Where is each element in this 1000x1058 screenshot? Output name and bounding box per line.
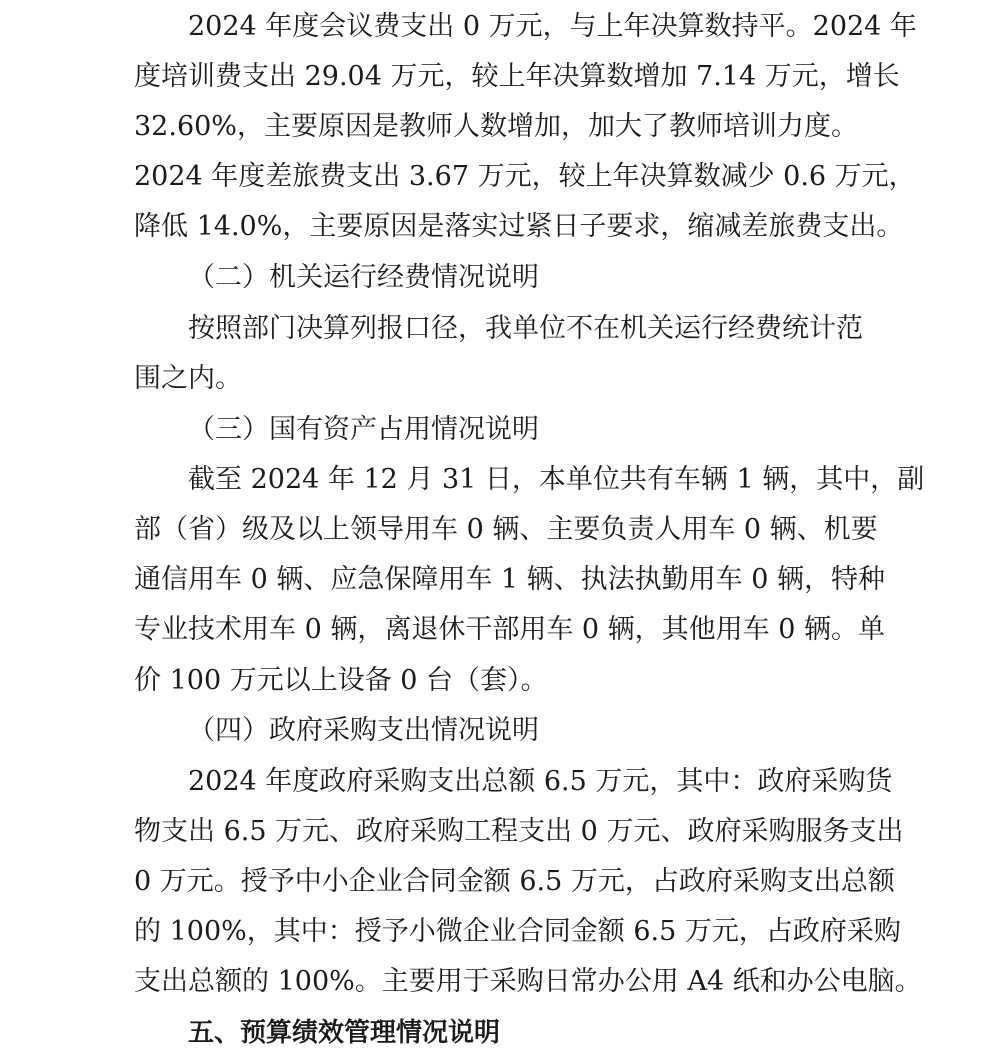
- paragraph-line: 价 100 万元以上设备 0 台（套）。: [134, 665, 548, 696]
- paragraph-line: 截至 2024 年 12 月 31 日，本单位共有车辆 1 辆，其中，副: [188, 464, 925, 495]
- paragraph-line: 物支出 6.5 万元、政府采购工程支出 0 万元、政府采购服务支出: [134, 816, 904, 847]
- paragraph-line: 2024 年度差旅费支出 3.67 万元，较上年决算数减少 0.6 万元，: [134, 161, 916, 192]
- section-heading: （四）政府采购支出情况说明: [188, 715, 539, 746]
- paragraph-line: 降低 14.0%，主要原因是落实过紧日子要求，缩减差旅费支出。: [134, 211, 904, 242]
- paragraph-line: 2024 年度政府采购支出总额 6.5 万元，其中：政府采购货: [188, 766, 893, 797]
- paragraph-line: 0 万元。授予中小企业合同金额 6.5 万元，占政府采购支出总额: [134, 866, 895, 897]
- paragraph-line: 专业技术用车 0 辆，离退休干部用车 0 辆，其他用车 0 辆。单: [134, 614, 886, 645]
- paragraph-line: 2024 年度会议费支出 0 万元，与上年决算数持平。2024 年: [188, 11, 917, 42]
- section-heading: （三）国有资产占用情况说明: [188, 414, 539, 445]
- paragraph-line: 支出总额的 100%。主要用于采购日常办公用 A4 纸和办公电脑。: [134, 966, 922, 997]
- paragraph-line: 围之内。: [134, 363, 242, 394]
- paragraph-line: 部（省）级及以上领导用车 0 辆、主要负责人用车 0 辆、机要: [134, 514, 878, 545]
- paragraph-line: 通信用车 0 辆、应急保障用车 1 辆、执法执勤用车 0 辆，特种: [134, 564, 886, 595]
- chapter-heading: 五、预算绩效管理情况说明: [188, 1018, 501, 1048]
- section-heading: （二）机关运行经费情况说明: [188, 262, 539, 293]
- paragraph-line: 按照部门决算列报口径，我单位不在机关运行经费统计范: [188, 313, 863, 344]
- paragraph-line: 32.60%，主要原因是教师人数增加，加大了教师培训力度。: [134, 111, 858, 142]
- paragraph-line: 的 100%，其中：授予小微企业合同金额 6.5 万元，占政府采购: [134, 916, 901, 947]
- paragraph-line: 度培训费支出 29.04 万元，较上年决算数增加 7.14 万元，增长: [134, 61, 900, 92]
